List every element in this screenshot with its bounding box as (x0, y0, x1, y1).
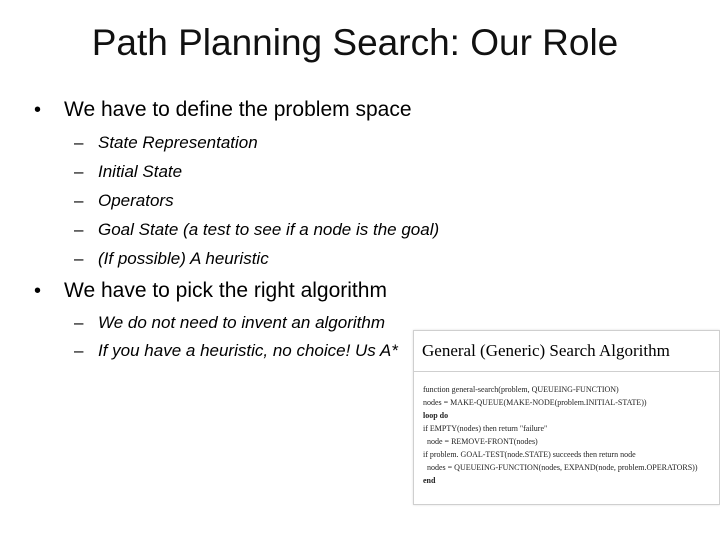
subitem: – Operators (74, 191, 174, 210)
bullet-define-problem-space (34, 98, 412, 122)
subitem: – State Representation (74, 133, 258, 152)
subitem: – Initial State (74, 162, 183, 181)
subitem: – Goal State (a test to see if a node is the goal) (74, 220, 440, 239)
code-line: nodes = QUEUEING-FUNCTION(nodes, EXPAND(node, problem.OPERATORS)) (423, 463, 698, 472)
code-line: nodes = MAKE-QUEUE(MAKE-NODE(problem.INITIAL-STATE)) (423, 398, 647, 407)
subitem: – If you have a heuristic, no choice! Us A* (74, 341, 398, 360)
code-line: node = REMOVE-FRONT(nodes) (423, 437, 538, 446)
bullet-dot: • (34, 280, 42, 302)
subitem: – (If possible) A heuristic (74, 249, 269, 268)
dash-mark: – (74, 133, 84, 152)
dash-mark: – (74, 191, 84, 210)
bullet-pick-algorithm (34, 279, 387, 303)
pseudo-code (423, 383, 715, 487)
bullet-dot: • (34, 99, 42, 121)
dash-mark: – (74, 162, 84, 181)
bullet-text: We have to define the problem space (64, 98, 412, 121)
slide-title: Path Planning Search: Our Role (91, 22, 619, 63)
dash-mark: – (74, 341, 84, 360)
inset-header: General (Generic) Search Algorithm (414, 331, 719, 372)
algorithm-inset (413, 330, 720, 505)
code-line: end (423, 476, 436, 485)
bullet-text: We have to pick the right algorithm (64, 279, 387, 302)
code-line: function general-search(problem, QUEUEING-FUNCTION) (423, 385, 619, 394)
code-line: if EMPTY(nodes) then return "failure" (423, 424, 548, 433)
dash-mark: – (74, 313, 84, 332)
dash-mark: – (74, 220, 84, 239)
subitem: – We do not need to invent an algorithm (74, 313, 385, 332)
dash-mark: – (74, 249, 84, 268)
code-line: if problem. GOAL-TEST(node.STATE) succeeds then return node (423, 450, 636, 459)
code-line: loop do (423, 411, 449, 420)
